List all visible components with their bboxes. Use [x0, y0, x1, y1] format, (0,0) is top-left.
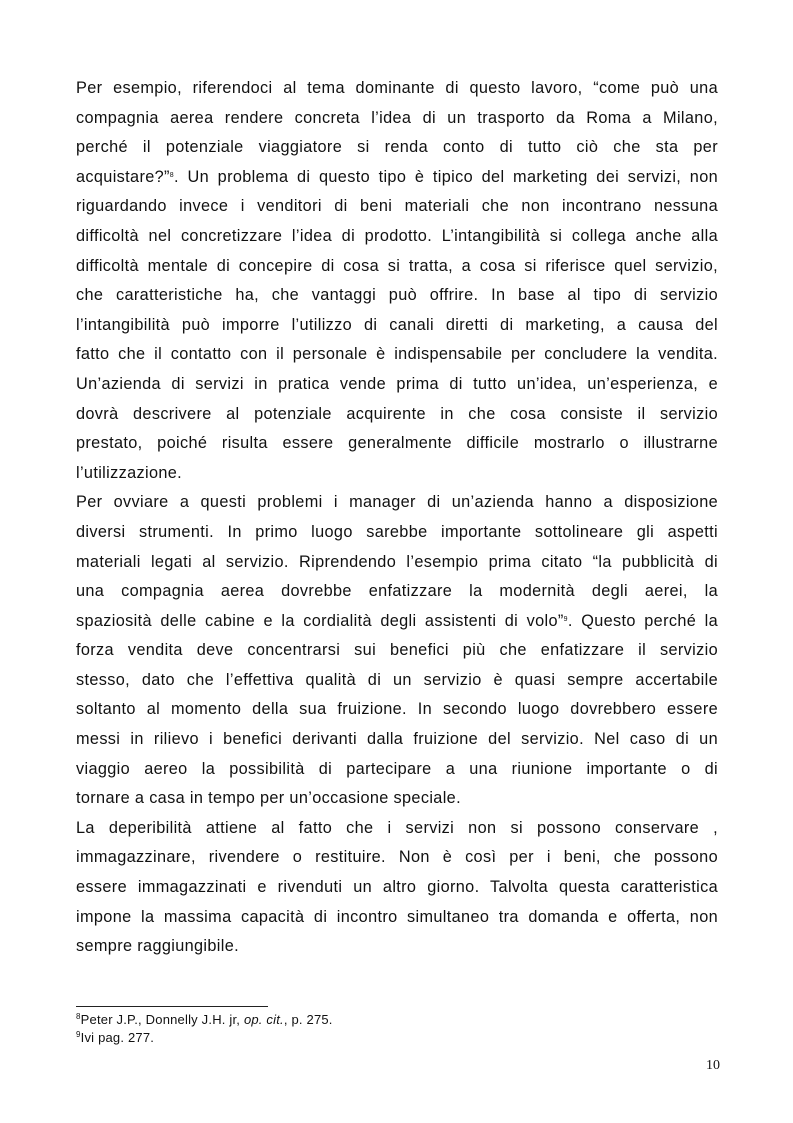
- text-line: Per ovviare a questi problemi i manager di un’azienda hanno a disposizione: [76, 493, 718, 512]
- text-line: riguardando invece i venditori di beni materiali che non incontrano nessuna: [76, 197, 718, 216]
- text-line: stesso, dato che l’effettiva qualità di un servizio è quasi sempre accertabile: [76, 670, 718, 689]
- text-segment: . Un problema di questo tipo è tipico del marketing dei servizi, non: [174, 167, 718, 186]
- footnote-reference[interactable]: 9: [563, 615, 568, 623]
- text-line: materiali legati al servizio. Riprendendo l’esempio prima citato “la pubblicità di: [76, 552, 718, 571]
- text-line: compagnia aerea rendere concreta l’idea di un trasporto da Roma a Milano,: [76, 108, 718, 127]
- text-line: La deperibilità attiene al fatto che i servizi non si possono conservare ,: [76, 818, 718, 837]
- text-line: [76, 607, 718, 637]
- text-line: viaggio aereo la possibilità di partecipare a una riunione importante o di: [76, 759, 718, 778]
- footnote-text: Peter J.P., Donnelly J.H. jr,: [80, 1012, 244, 1027]
- text-line: messi in rilievo i benefici derivanti dalla fruizione del servizio. Nel caso di un: [76, 730, 718, 749]
- footnote-text: Ivi pag. 277.: [80, 1030, 155, 1045]
- text-line: difficoltà mentale di concepire di cosa si tratta, a cosa si riferisce quel servizio,: [76, 256, 718, 275]
- text-line: Un’azienda di servizi in pratica vende prima di tutto un’idea, un’esperienza, e: [76, 374, 718, 393]
- footnotes: [76, 1011, 676, 1047]
- footnote-number: 8: [76, 1012, 81, 1021]
- text-line: l’utilizzazione.: [76, 463, 183, 482]
- text-line: immagazzinare, rivendere o restituire. Non è così per i beni, che possono: [76, 848, 718, 867]
- body-text: [76, 74, 718, 962]
- text-line: [76, 163, 718, 193]
- footnote-separator: [76, 1006, 268, 1007]
- footnote-9: [76, 1029, 676, 1047]
- text-line: tornare a casa in tempo per un’occasione speciale.: [76, 789, 461, 808]
- text-line: diversi strumenti. In primo luogo sarebbe importante sottolineare gli aspetti: [76, 522, 718, 541]
- footnote-reference[interactable]: 8: [169, 171, 175, 179]
- footnote-number: 9: [76, 1030, 81, 1039]
- page-number: 10: [706, 1058, 720, 1073]
- text-line: difficoltà nel concretizzare l’idea di prodotto. L’intangibilità si collega anche alla: [76, 226, 718, 245]
- footnote-text: , p. 275.: [283, 1012, 333, 1027]
- text-line: essere immagazzinati e rivenduti un altro giorno. Talvolta questa caratteristica: [76, 878, 718, 897]
- text-line: prestato, poiché risulta essere generalmente difficile mostrarlo o illustrarne: [76, 434, 718, 453]
- text-line: Per esempio, riferendoci al tema dominante di questo lavoro, “come può una: [76, 79, 718, 97]
- text-line: sempre raggiungibile.: [76, 937, 240, 956]
- text-line: impone la massima capacità di incontro simultaneo tra domanda e offerta, non: [76, 907, 718, 926]
- text-line: fatto che il contatto con il personale è indispensabile per concludere la vendita.: [76, 345, 718, 364]
- footnote-8: [76, 1011, 676, 1029]
- text-line: una compagnia aerea dovrebbe enfatizzare la modernità degli aerei, la: [76, 582, 718, 601]
- text-line: soltanto al momento della sua fruizione. In secondo luogo dovrebbero essere: [76, 700, 718, 719]
- text-segment: acquistare?”: [76, 167, 170, 186]
- text-line: forza vendita deve concentrarsi sui benefici più che enfatizzare il servizio: [76, 641, 718, 660]
- text-segment: . Questo perché la: [567, 611, 718, 630]
- text-line: dovrà descrivere al potenziale acquirente in che cosa consiste il servizio: [76, 404, 718, 423]
- footnote-italic: op. cit.: [243, 1012, 284, 1027]
- text-segment: spaziosità delle cabine e la cordialità degli assistenti di volo”: [76, 611, 564, 630]
- text-line: l’intangibilità può imporre l’utilizzo di canali diretti di marketing, a causa del: [76, 315, 718, 334]
- text-line: perché il potenziale viaggiatore si renda conto di tutto ciò che sta per: [76, 138, 718, 157]
- text-line: che caratteristiche ha, che vantaggi può offrire. In base al tipo di servizio: [76, 286, 718, 305]
